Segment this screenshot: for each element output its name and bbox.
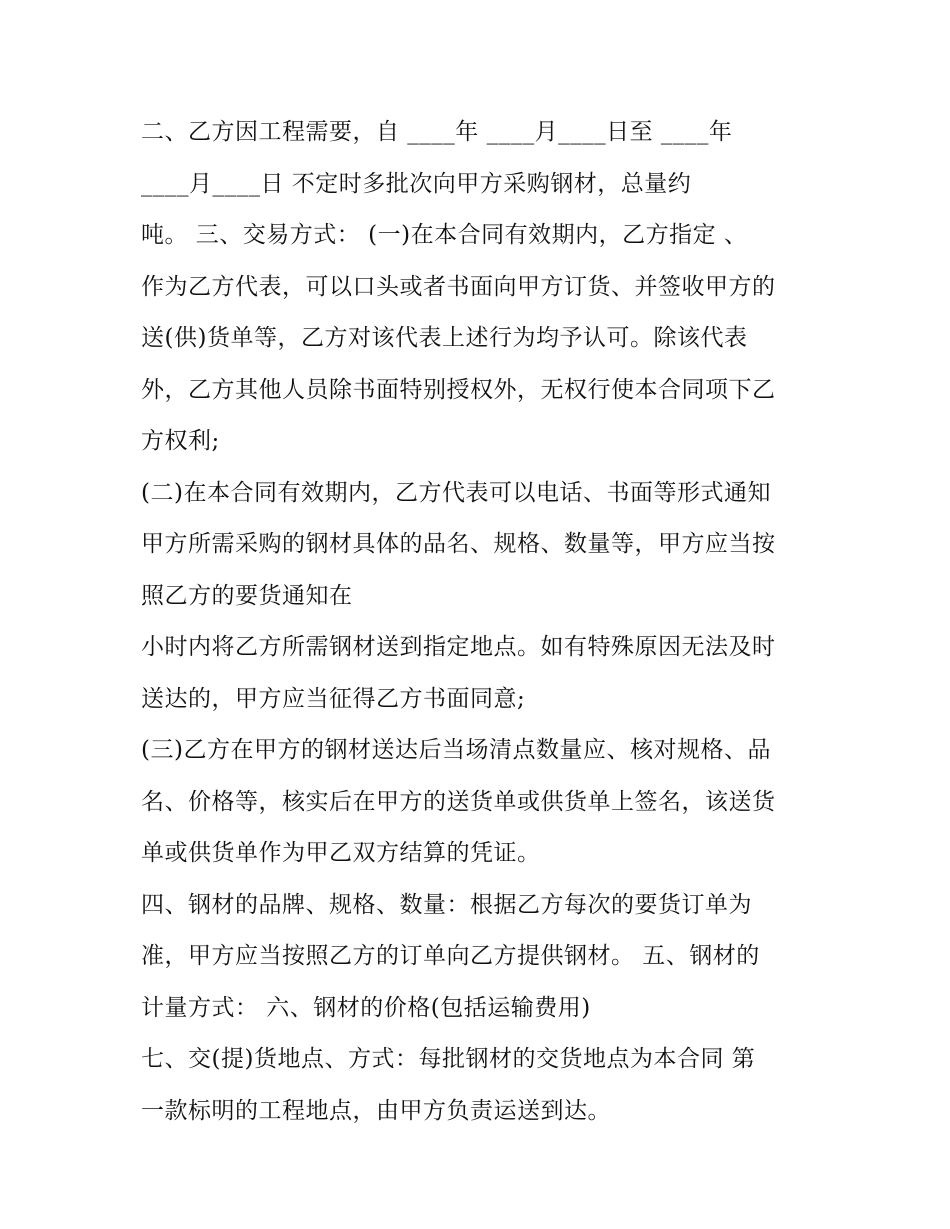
text-line: 方权利; bbox=[141, 428, 220, 454]
text-line: 单或供货单作为甲乙双方结算的凭证。 bbox=[141, 840, 541, 866]
text-line: 七、交(提)货地点、方式：每批钢材的交货地点为本合同 第 bbox=[141, 1046, 756, 1072]
text-line: 四、钢材的品牌、规格、数量：根据乙方每次的要货订单为 bbox=[141, 891, 752, 918]
text-line: 外，乙方其他人员除书面特别授权外，无权行使本合同项下乙 bbox=[141, 376, 776, 403]
text-line: 照乙方的要货通知在 bbox=[141, 582, 353, 609]
text-line: 甲方所需采购的钢材具体的品名、规格、数量等，甲方应当按 bbox=[141, 531, 776, 557]
text-line: 小时内将乙方所需钢材送到指定地点。如有特殊原因无法及时 bbox=[141, 634, 776, 660]
text-line: ____月____日 不定时多批次向甲方采购钢材，总量约 bbox=[141, 170, 692, 197]
text-line: 一款标明的工程地点，由甲方负责运送到达。 bbox=[141, 1097, 611, 1124]
text-line: 准，甲方应当按照乙方的订单向乙方提供钢材。 五、钢材的 bbox=[141, 943, 760, 969]
text-line: 作为乙方代表，可以口头或者书面向甲方订货、并签收甲方的 bbox=[141, 273, 776, 300]
text-line: (二)在本合同有效期内，乙方代表可以电话、书面等形式通知 bbox=[141, 479, 771, 506]
text-line: 计量方式： 六、钢材的价格(包括运输费用) bbox=[141, 994, 591, 1021]
contract-body bbox=[141, 107, 821, 1137]
text-line: 送达的，甲方应当征得乙方书面同意; bbox=[141, 685, 526, 712]
text-line: 送(供)货单等，乙方对该代表上述行为均予认可。除该代表 bbox=[141, 325, 748, 351]
text-line: 名、价格等，核实后在甲方的送货单或供货单上签名，该送货 bbox=[141, 788, 776, 815]
text-line: 二、乙方因工程需要，自 ____年 ____月____日至 ____年 bbox=[141, 119, 733, 145]
text-line: 吨。 三、交易方式： (一)在本合同有效期内，乙方指定 、 bbox=[141, 222, 748, 248]
text-line: (三)乙方在甲方的钢材送达后当场清点数量应、核对规格、品 bbox=[141, 737, 771, 763]
